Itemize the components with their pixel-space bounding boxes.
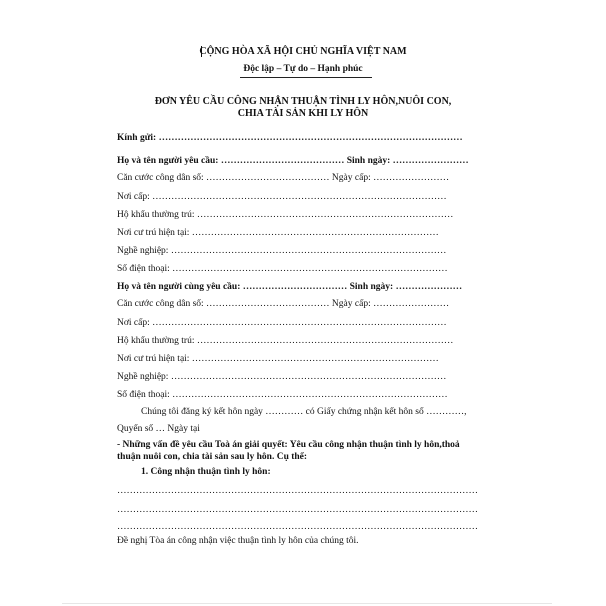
form-title-line2: CHIA TÀI SẢN KHI LY HÔN [237, 108, 369, 119]
section1-dots-2: …………………………………………………………………………………………………… [117, 505, 478, 515]
marriage-line1: Chúng tôi đăng ký kết hôn ngày ………… có Giấy chứng nhận kết hôn số …………, [141, 407, 467, 417]
request-line: Đề nghị Tòa án công nhận việc thuận tình ly hôn của chúng tôi. [117, 536, 359, 546]
issues-line2: thuận nuôi con, chia tài sản sau ly hôn. Cụ thể: [117, 452, 308, 462]
marriage-line2: Quyển số … Ngày tại [117, 424, 200, 434]
p1-phone-field: Số điện thoại: …………………………………………………………………………… [117, 264, 448, 274]
issues-line1: - Những vấn đề yêu cầu Toà án giải quyết: Yêu cầu công nhận thuận tình ly hôn,thoả [117, 440, 460, 450]
p1-job-field: Nghề nghiệp: …………………………………………………………………………… [117, 246, 447, 256]
p2-issued-place-field: Nơi cấp: ………………………………………………………………………………… [117, 318, 447, 328]
p1-household-field: Hộ khẩu thường trú: ……………………………………………………………………… [117, 210, 454, 220]
p1-name-field [117, 156, 469, 167]
section1-dots-1: …………………………………………………………………………………………………… [117, 486, 478, 496]
p2-residence-field: Nơi cư trú hiện tại: …………………………………………………………………… [117, 354, 439, 364]
p1-id-field: Căn cước công dân số: ………………………………… Ngày cấp: …………………… [117, 173, 450, 183]
p1-issued-place-field: Nơi cấp: ………………………………………………………………………………… [117, 192, 447, 202]
p2-name-field [117, 282, 462, 293]
p1-name-text: Họ và tên người yêu cầu: ………………………………… Sinh ngày: …………………… [117, 156, 469, 166]
p2-name-text: Họ và tên người cùng yêu cầu: …………………………… Sinh ngày: ………………… [117, 282, 463, 292]
p1-residence-field: Nơi cư trú hiện tại: …………………………………………………………………… [117, 228, 439, 238]
p2-job-field: Nghề nghiệp: …………………………………………………………………………… [117, 372, 447, 382]
motto: Độc lập – Tự do – Hạnh phúc [243, 64, 363, 74]
section1-heading: 1. Công nhận thuận tình ly hôn: [141, 467, 271, 477]
section1-dots-3: …………………………………………………………………………………………………… [117, 522, 478, 532]
country-header: CỘNG HÒA XÃ HỘI CHỦ NGHĨA VIỆT NAM [199, 46, 407, 57]
p2-id-field: Căn cước công dân số: ………………………………… Ngày cấp: …………………… [117, 299, 450, 309]
p2-household-field: Hộ khẩu thường trú: ……………………………………………………………………… [117, 336, 454, 346]
p2-phone-field: Số điện thoại: …………………………………………………………………………… [117, 390, 448, 400]
page-bottom-divider [62, 603, 552, 604]
form-title-line1: ĐƠN YÊU CẦU CÔNG NHẬN THUẬN TÌNH LY HÔN,NUÔI CON, [154, 96, 452, 107]
kinh-gui-line: Kính gửi: …………………………………………………………………………………… [117, 133, 463, 143]
motto-underline [240, 77, 372, 78]
